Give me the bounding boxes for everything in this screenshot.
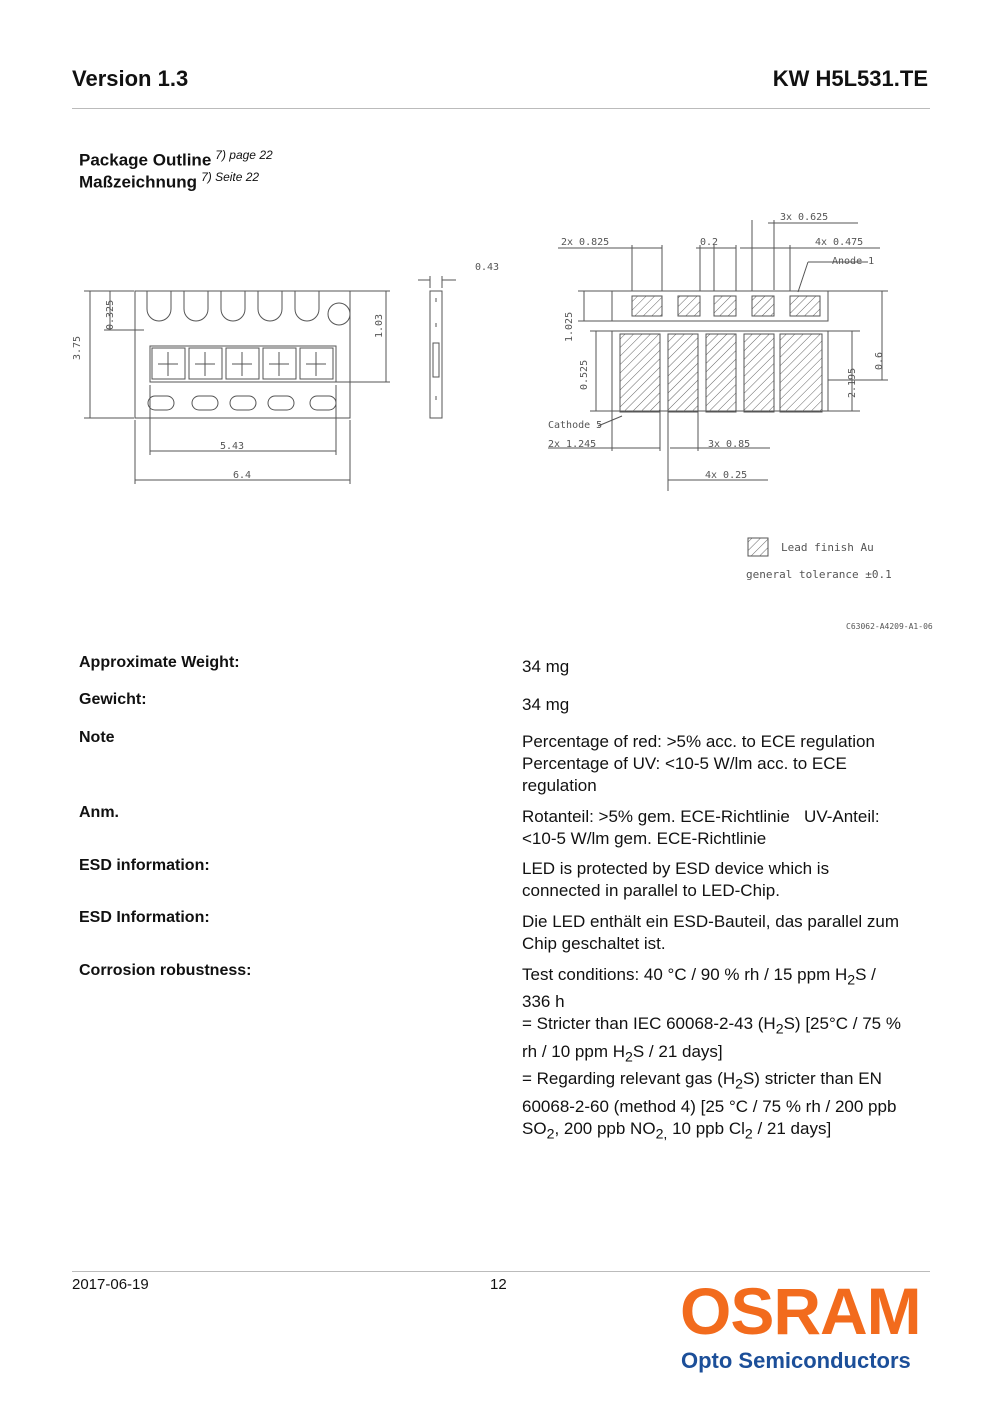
package-lead-notches	[147, 291, 319, 321]
label-cathode-5: Cathode 5	[548, 420, 603, 431]
dim-2x-1-245: 2x 1.245	[548, 439, 597, 450]
value-anm: Rotanteil: >5% gem. ECE-Richtlinie UV-Anteil: <10-5 W/lm gem. ECE-Richtlinie	[522, 807, 880, 848]
general-tolerance-note: general tolerance ±0.1	[746, 568, 892, 581]
dim-2x-0-825: 2x 0.825	[561, 237, 610, 248]
page-reference-de: 7) Seite 22	[201, 170, 260, 184]
dim-3x-0-625: 3x 0.625	[780, 212, 829, 223]
value-note: Percentage of red: >5% acc. to ECE regulation Percentage of UV: <10-5 W/lm acc. to ECE regulation	[522, 732, 875, 795]
led-chips	[152, 348, 333, 379]
dim-4x-0-475: 4x 0.475	[815, 237, 864, 248]
polarity-marker	[328, 303, 350, 325]
legend-lead-finish: Lead finish Au	[781, 541, 874, 554]
package-outline-drawing	[0, 195, 1000, 640]
dim-4x-0-25: 4x 0.25	[705, 470, 748, 481]
dim-thickness-0-43: 0.43	[475, 262, 500, 273]
masszeichnung-title: Maßzeichnung	[79, 172, 198, 192]
label-anode-1: Anode 1	[832, 256, 875, 267]
opto-semiconductors-label: Opto Semiconductors	[681, 1348, 911, 1373]
value-esd-information-de: Die LED enthält ein ESD-Bauteil, das parallel zum Chip geschaltet ist.	[522, 912, 900, 953]
solder-pads-slots	[148, 396, 336, 410]
dim-0-6: 0.6	[874, 351, 885, 370]
dim-0-2: 0.2	[700, 237, 719, 248]
header-divider	[72, 108, 930, 109]
value-gewicht: 34 mg	[522, 695, 570, 714]
dim-width-5-43: 5.43	[220, 441, 245, 452]
footer-divider	[72, 1271, 930, 1272]
value-esd-information-en: LED is protected by ESD device which is connected in parallel to LED-Chip.	[522, 859, 830, 900]
label-note: Note	[79, 729, 115, 746]
lead-finish-pads	[620, 296, 822, 412]
dim-2-195: 2.195	[847, 367, 858, 398]
drawing-id: C63062-A4209-A1-06	[846, 622, 933, 631]
document-version: Version 1.3	[72, 66, 189, 91]
label-esd-information-de: ESD Information:	[79, 909, 210, 926]
label-anm: Anm.	[79, 804, 119, 821]
section-title-en	[79, 148, 273, 171]
dim-0-525: 0.525	[579, 359, 590, 390]
label-esd-information-en: ESD information:	[79, 857, 210, 874]
value-corrosion-robustness: Test conditions: 40 °C / 90 % rh / 15 ppm $H_2S$ / 336 h = Stricter than IEC 60068-2-43 $(H_2S)$ [25°C / 75 % rh / 10 ppm $H_2S / 21$ days] = Regarding relevant gas $(H_2S)$ stricter than EN 60068-2-60 (method 4) [25 °C / 75 % rh / 200 ppb $SO_2$, 200 ppb $NO_{2,}$ 10 ppb $Cl_2 / 21$ days]	[522, 965, 901, 1142]
package-outline-title: Package Outline	[79, 150, 212, 170]
label-gewicht: Gewicht:	[79, 691, 147, 708]
dim-1-03: 1.03	[374, 313, 385, 338]
section-title-de	[79, 170, 259, 193]
product-code: KW H5L531.TE	[772, 66, 928, 91]
dim-0-325: 0.325	[105, 299, 116, 330]
dim-height-3-75: 3.75	[72, 335, 83, 360]
lead-finish-legend-swatch	[748, 538, 768, 556]
dim-width-6-4: 6.4	[233, 470, 252, 481]
footer-date: 2017-06-19	[72, 1276, 149, 1293]
page-reference-en: 7) page 22	[215, 148, 273, 162]
dim-1-025: 1.025	[564, 311, 575, 342]
label-approximate-weight: Approximate Weight:	[79, 654, 240, 671]
osram-logo: OSRAM	[680, 1274, 921, 1348]
page-number: 12	[490, 1276, 507, 1293]
dim-3x-0-85: 3x 0.85	[708, 439, 751, 450]
value-approximate-weight: 34 mg	[522, 657, 570, 676]
label-corrosion-robustness: Corrosion robustness:	[79, 962, 252, 979]
